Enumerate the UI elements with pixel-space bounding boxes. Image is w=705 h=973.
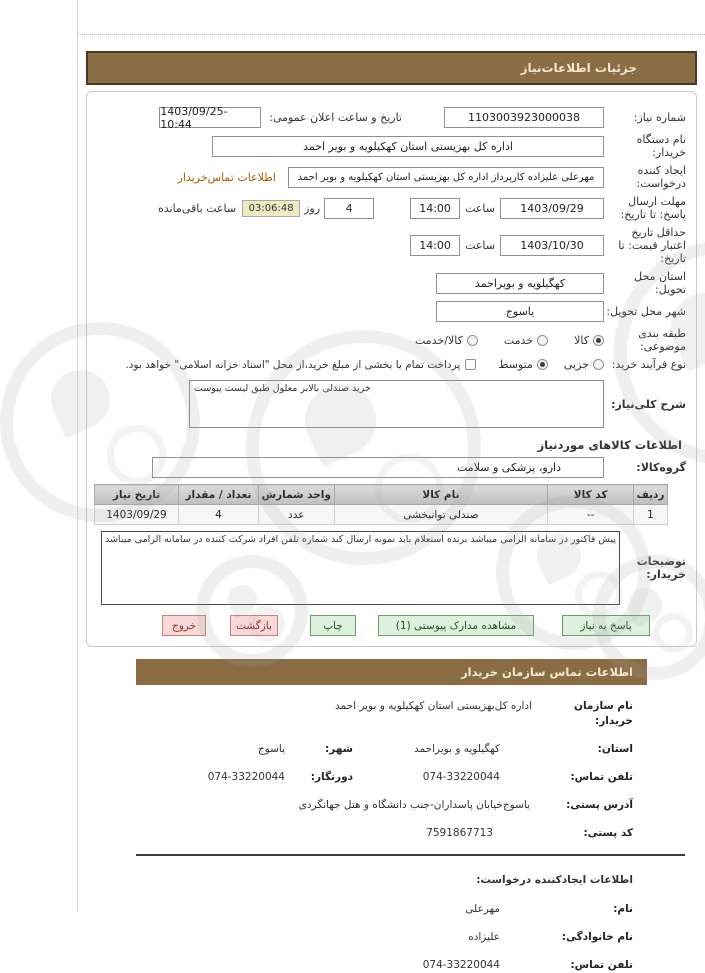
- first-name-label: نام:: [613, 903, 633, 915]
- reply-deadline-label: مهلت ارسال پاسخ: تا تاریخ:: [620, 195, 686, 221]
- creator-phone-label: تلفن تماس:: [570, 959, 633, 971]
- radio-icon[interactable]: [537, 335, 548, 346]
- view-attachments-button[interactable]: مشاهده مدارک پیوستی (1): [378, 615, 534, 636]
- cell-row-index: 1: [634, 505, 668, 525]
- phone-value: 074-33220044: [422, 771, 500, 783]
- cell-quantity: 4: [178, 505, 258, 525]
- row-first-name: [98, 902, 633, 917]
- checkbox-label: پرداخت تمام یا بخشی از مبلغ خرید،از محل "اسناد خزانه اسلامی" خواهد بود.: [125, 358, 461, 371]
- announce-datetime-field[interactable]: 1403/09/25- 10:44: [159, 107, 261, 128]
- buyer-contact-title: اطلاعات تماس سازمان خریدار: [461, 665, 633, 679]
- items-table: [94, 484, 668, 525]
- row-subject-category: [97, 327, 686, 353]
- radio-label: کالا: [574, 333, 589, 347]
- remaining-time-countdown: 03:06:48: [242, 200, 300, 217]
- row-need-description: [97, 380, 686, 428]
- need-description-label: شرح کلی‌نیاز:: [611, 397, 686, 411]
- org-name-value: اداره کل‌بهزیستی استان کهکیلویه و بویر احمد: [335, 700, 532, 712]
- row-process-type: [97, 358, 686, 371]
- postal-code-value: 7591867713: [426, 827, 493, 839]
- row-delivery-city: [97, 301, 686, 322]
- col-quantity: تعداد / مقدار: [178, 485, 258, 505]
- row-creator-phone: [98, 958, 633, 973]
- creator-field[interactable]: مهرعلی علیزاده کارپرداز اداره کل بهزیستی استان کهکیلویه و بویر احمد: [288, 167, 604, 188]
- goods-group-field[interactable]: دارو، پزشکی و سلامت: [152, 457, 604, 478]
- radio-icon[interactable]: [467, 335, 478, 346]
- row-buyer-notes: [97, 531, 686, 605]
- row-delivery-province: [97, 270, 686, 296]
- row-goods-group: [97, 457, 686, 478]
- phone-label: تلفن تماس:: [570, 771, 633, 783]
- row-province-city: [98, 742, 633, 757]
- goods-group-label: گروه‌کالا:: [636, 461, 686, 474]
- need-number-label: شماره نیاز:: [633, 111, 686, 124]
- process-option-minor[interactable]: [564, 358, 604, 371]
- row-buyer-org: [97, 133, 686, 159]
- need-details-card: [86, 91, 697, 647]
- fax-label: دورنگار:: [310, 771, 353, 783]
- org-name-label: نام سازمان خریدار:: [574, 700, 633, 727]
- subject-category-label: طبقه بندی موضوعی:: [638, 327, 686, 353]
- radio-label: خدمت: [503, 333, 534, 347]
- row-last-name: [98, 930, 633, 945]
- cell-item-code: --: [548, 505, 634, 525]
- section-header-buyer-contact: [136, 659, 647, 685]
- process-option-medium[interactable]: [498, 358, 548, 371]
- category-option-goods-service[interactable]: [415, 334, 478, 347]
- province-label: استان:: [597, 743, 633, 755]
- announce-datetime-label: تاریخ و ساعت اعلان عمومی:: [269, 111, 402, 124]
- fax-value: 074-33220044: [207, 771, 285, 783]
- radio-label: جزیی: [563, 358, 589, 371]
- creator-info-section: [78, 902, 705, 973]
- remaining-time-label: ساعت باقی‌مانده: [158, 201, 237, 215]
- creator-section-heading: اطلاعات ایجادکننده درخواست:: [476, 874, 633, 886]
- items-section-heading: اطلاعات کالاهای موردنیاز: [537, 438, 682, 452]
- radio-icon[interactable]: [593, 359, 604, 370]
- radio-label: کالا/خدمت: [415, 333, 463, 347]
- reply-deadline-time-field[interactable]: 14:00: [410, 198, 460, 219]
- cell-unit: عدد: [258, 505, 334, 525]
- delivery-province-field[interactable]: کهگیلویه و بویراحمد: [436, 273, 604, 294]
- buyer-notes-textarea[interactable]: پیش فاکتور در سامانه الزامی میباشد برنده استعلام باید نمونه ارسال کند شماره تلفن افراد شرکت کننده در سامانه الزامی میباشد: [101, 531, 620, 605]
- delivery-province-label: استان محل تحویل:: [634, 270, 686, 296]
- section-header-need-details: [86, 51, 697, 85]
- row-creator: [97, 164, 686, 190]
- buyer-contact-link[interactable]: اطلاعات تماس‌خریدار: [177, 170, 276, 184]
- checkbox-icon[interactable]: [465, 359, 476, 370]
- cell-item-name: صندلی توانبخشی: [334, 505, 548, 525]
- reply-deadline-time-label: ساعت: [465, 201, 495, 215]
- reply-deadline-days-field[interactable]: 4: [324, 198, 374, 219]
- table-row: [95, 505, 668, 525]
- last-name-value: علیزاده: [468, 931, 500, 943]
- treasury-payment-checkbox[interactable]: [125, 359, 476, 371]
- col-row-index: ردیف: [634, 485, 668, 505]
- buyer-notes-label: توضیحات خریدار:: [636, 555, 686, 581]
- postal-address-label: آدرس پستی:: [566, 799, 633, 811]
- col-item-name: نام کالا: [334, 485, 548, 505]
- province-value: کهگیلویه و بویراحمد: [413, 743, 500, 755]
- row-need-number: [97, 104, 686, 131]
- price-validity-time-field[interactable]: 14:00: [410, 235, 460, 256]
- last-name-label: نام خانوادگی:: [561, 931, 633, 943]
- row-phone-fax: [98, 770, 633, 785]
- creator-label: ایجاد کننده درخواست:: [636, 164, 686, 190]
- postal-code-label: کد پستی:: [583, 827, 633, 839]
- row-postal-address: [98, 798, 633, 813]
- first-name-value: مهرعلی: [465, 903, 500, 915]
- buyer-org-label: نام دستگاه خریدار:: [636, 133, 686, 159]
- row-postal-code: [98, 826, 633, 841]
- city-label: شهر:: [325, 743, 353, 755]
- delivery-city-label: شهر محل تحویل:: [606, 305, 686, 318]
- price-validity-time-label: ساعت: [465, 239, 495, 252]
- radio-icon[interactable]: [593, 335, 604, 346]
- page: [77, 0, 705, 971]
- action-buttons-row: [93, 615, 650, 636]
- back-button[interactable]: بازگشت: [230, 615, 278, 636]
- process-type-label: نوع فرآیند خرید:: [611, 358, 686, 371]
- cell-need-date: 1403/09/29: [95, 505, 179, 525]
- items-table-header-row: [95, 485, 668, 505]
- days-label: روز: [304, 201, 321, 215]
- print-button[interactable]: چاپ: [310, 615, 356, 636]
- buyer-contact-section: [78, 685, 705, 841]
- reply-deadline-date-field[interactable]: 1403/09/29: [500, 198, 604, 219]
- col-unit: واحد شمارش: [258, 485, 334, 505]
- need-number-field[interactable]: 1103003923000038: [444, 107, 604, 128]
- row-reply-deadline: [97, 195, 686, 221]
- col-need-date: تاریخ نیاز: [95, 485, 179, 505]
- exit-button[interactable]: خروج: [162, 615, 206, 636]
- radio-icon[interactable]: [537, 359, 548, 370]
- top-dotted-divider: [78, 0, 705, 35]
- radio-label: متوسط: [498, 358, 533, 371]
- price-validity-label: حداقل تاریخ اعتبار قیمت: تا تاریخ:: [618, 226, 686, 265]
- section-divider: [136, 854, 685, 856]
- creator-phone-value: 074-33220044: [422, 959, 500, 971]
- col-item-code: کد کالا: [548, 485, 634, 505]
- category-option-service[interactable]: [504, 334, 548, 347]
- page-title: جزئیات اطلاعات‌نیاز: [520, 61, 637, 75]
- category-option-goods[interactable]: [574, 334, 604, 347]
- price-validity-date-field[interactable]: 1403/10/30: [500, 235, 604, 256]
- postal-address-value: یاسوج‌خیابان پاسداران-جنب دانشگاه و هتل جهانگردی: [298, 799, 530, 811]
- need-description-textarea[interactable]: خرید صندلی بالابر معلول طبق لیست پیوست: [189, 380, 604, 428]
- row-price-validity: [97, 226, 686, 265]
- reply-to-need-button[interactable]: پاسخ به نیاز: [562, 615, 650, 636]
- delivery-city-field[interactable]: یاسوج: [436, 301, 604, 322]
- row-org-name: [98, 699, 633, 729]
- buyer-org-field[interactable]: اداره کل بهزیستی استان کهکیلویه و بویر احمد: [212, 136, 604, 157]
- city-value: یاسوج: [257, 743, 285, 755]
